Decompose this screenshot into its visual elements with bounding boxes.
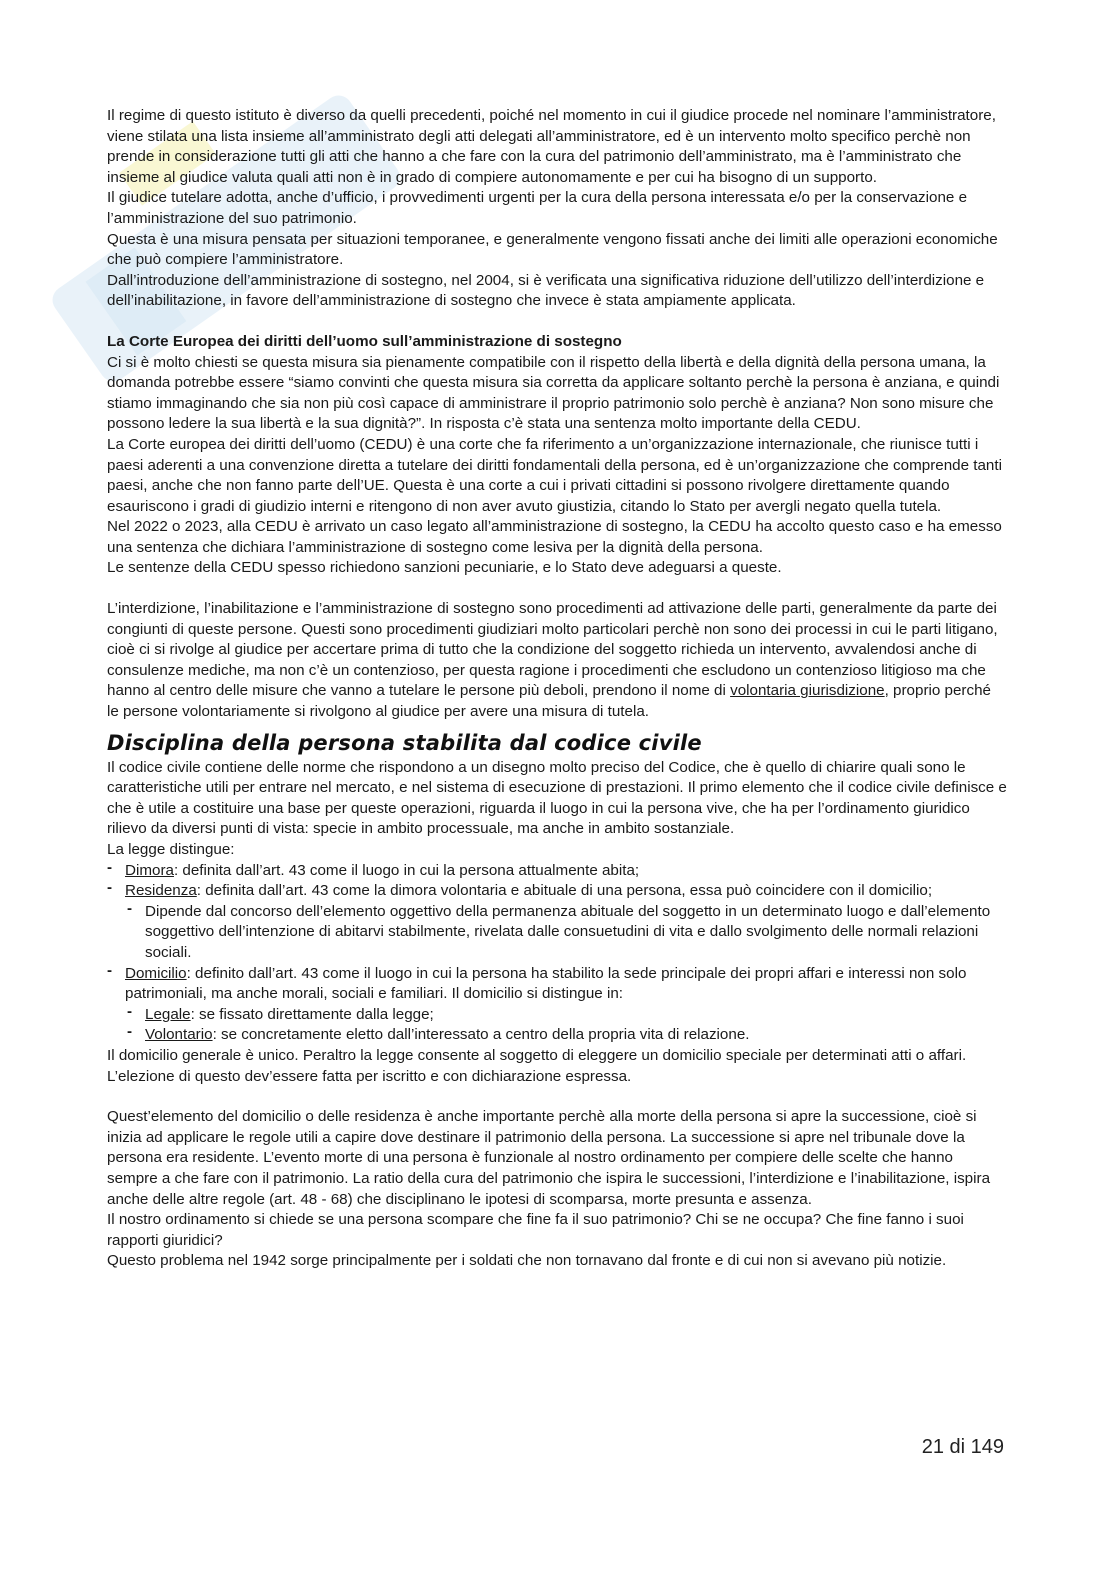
- term-domicilio: Domicilio: [125, 964, 187, 982]
- paragraph: Il giudice tutelare adotta, anche d’ufficio, i provvedimenti urgenti per la cura della persona interessata e/o per la conservazione e l’amministrazione del suo patrimonio.: [107, 189, 968, 227]
- paragraph: Questa è una misura pensata per situazioni temporanee, e generalmente vengono fissati anche dei limiti alle operazioni economiche che può compiere l’amministratore.: [107, 230, 998, 269]
- paragraph: Questo problema nel 1942 sorge principalmente per i soldati che non tornavano dal fronte e di cui non si avevano più notizie.: [107, 1252, 947, 1270]
- paragraph: La Corte europea dei diritti dell’uomo (CEDU) è una corte che fa riferimento a un’organizzazione internazionale, che riunisce tutti i paesi aderenti a una convenzione diretta a tutelare dei diritti fondamentali della persona, ed è un’organizzazione che comprende tanti paesi, anche che non fanno parte dell’UE. Questa è una corte a cui i privati cittadini si possono rivolgere direttamente quando esauriscono i gradi di giudizio interni e ritengono di non aver avuto giustizia, citando lo Stato per avergli negato quella tutela.: [107, 435, 1002, 515]
- paragraph: Il codice civile contiene delle norme che rispondono a un disegno molto preciso del Codice, che è quello di chiarire quali sono le caratteristiche utili per entrare nel mercato, e nel sistema di esecuzione di prestazioni. Il primo elemento che il codice civile definisce e che è utile a costituire una base per queste operazioni, riguarda il luogo in cui la persona vive, che ha per l’ordinamento giuridico rilievo da diversi punti di vista: specie in ambito processuale, ma anche in ambito sostanziale.: [107, 758, 1007, 838]
- sub-list: [127, 902, 1007, 964]
- paragraph: Ci si è molto chiesti se questa misura sia pienamente compatibile con il rispetto della libertà e della dignità della persona umana, la domanda potrebbe essere “siamo convinti che questa misura sia corretta da applicare soltanto perchè la persona è anziana, e quindi stiamo immaginando che sia non più così capace di amministrare il proprio patrimonio solo perchè è anziana? Non sono misure che possono ledere la sua libertà e la sua dignità?”. In risposta c’è stata una sentenza molto importante della CEDU.: [107, 353, 1000, 433]
- term-dimora: Dimora: [125, 861, 174, 879]
- underlined-term: volontaria giurisdizione: [730, 682, 885, 700]
- paragraph: Le sentenze della CEDU spesso richiedono sanzioni pecuniarie, e lo Stato deve adeguarsi a queste.: [107, 559, 782, 577]
- paragraph: Dall’introduzione dell’amministrazione di sostegno, nel 2004, si è verificata una significativa riduzione dell’utilizzo dell’interdizione e dell’inabilitazione, in favore dell’amministrazione di sostegno che invece è stata ampiamente applicata.: [107, 271, 985, 310]
- paragraph: Il regime di questo istituto è diverso da quelli precedenti, poiché nel momento in cui il giudice procede nel nominare l’amministratore, viene stilata una lista insieme all’amministrato degli atti delegati all’amministratore, ed è un intervento molto specifico perchè non prende in considerazione tutti gli atti che hanno a che fare con la cura del patrimonio dell’amministrato, ma è l’amministrato che insieme al giudice valuta quali atti non è in grado di compiere autonomamente e per cui ha bisogno di un supporto.: [107, 107, 996, 186]
- paragraph: La legge distingue:: [107, 841, 235, 858]
- paragraph: Il domicilio generale è unico. Peraltro la legge consente al soggetto di eleggere un domicilio speciale per determinati atti o affari. L’elezione di questo dev’essere fatta per iscritto e con dichiarazione espressa.: [107, 1046, 967, 1085]
- paragraph: Il nostro ordinamento si chiede se una persona scompare che fine fa il suo patrimonio? Chi se ne occupa? Che fine fanno i suoi rapporti giuridici?: [107, 1211, 964, 1249]
- term-definition: : definita dall’art. 43 come la dimora volontaria e abituale di una persona, essa può coincidere con il domicilio;: [196, 882, 933, 900]
- spacer: [107, 1087, 1007, 1107]
- paragraph: Quest’elemento del domicilio o delle residenza è anche importante perchè alla morte della persona si apre la successione, cioè si inizia ad applicare le regole utili a capire dove destinare il patrimonio della persona. La successione si apre nel tribunale dove la persona era residente. L’evento morte di una persona è funzionale al nostro ordinamento per compiere delle scelte che hanno sempre a che fare con il patrimonio. La ratio della cura del patrimonio che ispira le successioni, l’interdizione e l’inabilitazione, ispira anche delle altre regole (art. 48 - 68) che disciplinano le ipotesi di scomparsa, morte presunta e assenza.: [107, 1108, 991, 1208]
- list-item: - Dipende dal concorso dell’elemento oggettivo della permanenza abituale del soggetto in un determinato luogo e dall’elemento soggettivo dell’intenzione di abitarvi stabilmente, rivelata dalle consuetudini di vita e dallo svolgimento delle normali relazioni sociali.: [127, 902, 1007, 964]
- term-residenza: Residenza: [125, 882, 197, 900]
- section-heading: Disciplina della persona stabilita dal codice civile: [107, 730, 702, 755]
- page-number: 21 di 149: [921, 1436, 1004, 1458]
- list-item: [127, 1005, 1007, 1026]
- paragraph: [107, 599, 1007, 723]
- definition-list: [107, 861, 1007, 1046]
- list-item: [107, 881, 1007, 963]
- term-definition: : se concretamente eletto dall’interessato a centro della propria vita di relazione.: [212, 1026, 750, 1044]
- term-legale: Legale: [145, 1005, 191, 1023]
- subsection-heading: La Corte Europea dei diritti dell’uomo sull’amministrazione di sostegno: [107, 332, 622, 350]
- term-definition: : se fissato direttamente dalla legge;: [190, 1005, 434, 1023]
- spacer: [107, 579, 1007, 599]
- list-item: [127, 1025, 1007, 1046]
- term-definition: : definito dall’art. 43 come il luogo in cui la persona ha stabilito la sede principale dei propri affari e interessi non solo patrimoniali, ma anche morali, sociali e familiari. Il domicilio si distingue in:: [125, 964, 967, 1003]
- text-run: L’interdizione, l’inabilitazione e l’amministrazione di sostegno sono procedimenti ad attivazione delle parti, generalmente da parte dei congiunti di queste persone. Questi sono procedimenti giudiziari molto particolari perchè non sono dei processi in cui le parti litigano, cioè ci si rivolge al giudice per accertare prima di tutto che la condizione del soggetto richieda un intervento, avvalendosi anche di consulenze mediche, ma non c’è un contenzioso, per questa ragione i procedimenti che escludono un contenzioso litigioso ma che hanno al centro delle misure che vanno a tutelare le persone più deboli, prendono il nome di: [107, 600, 998, 700]
- term-definition: : definita dall’art. 43 come il luogo in cui la persona attualmente abita;: [173, 861, 640, 879]
- paragraph: Nel 2022 o 2023, alla CEDU è arrivato un caso legato all’amministrazione di sostegno, la CEDU ha accolto questo caso e ha emesso una sentenza che dichiara l’amministrazione di sostegno come lesiva per la dignità della persona.: [107, 518, 1002, 556]
- text-run: , proprio perché le persone volontariamente si rivolgono al giudice per avere una misura di tutela.: [107, 682, 991, 721]
- document-page: [107, 106, 1007, 1272]
- term-volontario: Volontario: [145, 1026, 213, 1044]
- list-item: [107, 861, 1007, 882]
- sub-list: [127, 1005, 1007, 1046]
- list-item: [107, 964, 1007, 1046]
- spacer: [107, 312, 1007, 332]
